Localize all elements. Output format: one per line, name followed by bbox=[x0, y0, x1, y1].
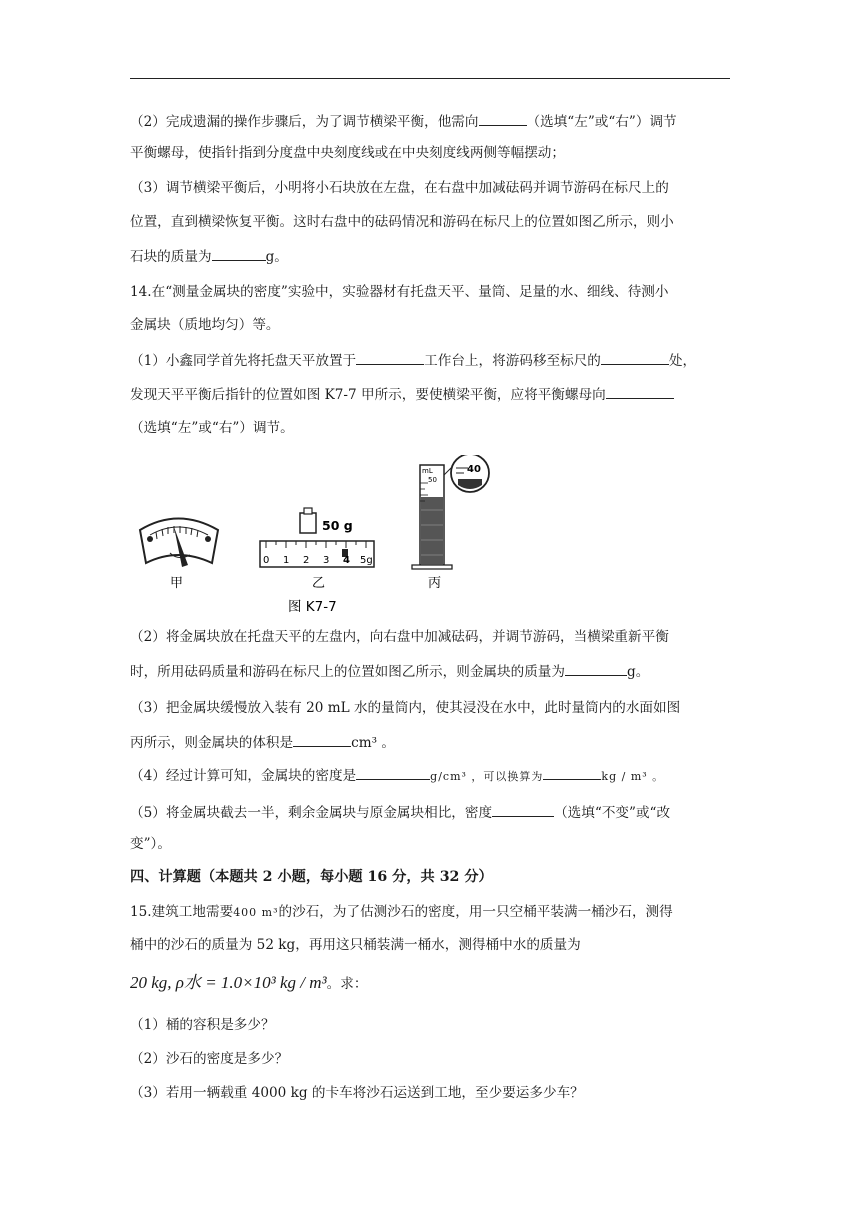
answer-blank[interactable] bbox=[565, 661, 627, 676]
ruler-tick-2: 2 bbox=[303, 555, 310, 566]
answer-blank[interactable] bbox=[356, 350, 424, 365]
q13-part3-line2: 位置，直到横梁恢复平衡。这时右盘中的砝码情况和游码在标尺上的位置如图乙所示，则小 bbox=[130, 214, 674, 230]
section-heading: 四、计算题（本题共 2 小题，每小题 16 分，共 32 分） bbox=[130, 869, 493, 885]
q15-sub3: （3）若用一辆载重 4000 kg 的卡车将沙石运送到工地，至少要运多少车？ bbox=[130, 1085, 584, 1101]
q15-sub2: （2）沙石的密度是多少？ bbox=[130, 1051, 289, 1067]
answer-blank[interactable] bbox=[479, 111, 527, 126]
q15-line1: 15.建筑工地需要400 m³的沙石，为了估测沙石的密度，用一只空桶平装满一桶沙石，测得 bbox=[130, 904, 673, 920]
q14-part4-line: （4）经过计算可知，金属块的密度是 g/cm³ ，可以换算为 kg / m³ 。 bbox=[130, 765, 664, 787]
label-bing: 丙 bbox=[428, 576, 442, 591]
q14-intro-line2: 金属块（质地均匀）等。 bbox=[130, 317, 280, 333]
q14-part3-line1: （3）把金属块缓慢放入装有 20 mL 水的量筒内，使其浸没在水中，此时量筒内的水面如图 bbox=[130, 700, 681, 716]
zoom-mark-40: 40 bbox=[467, 464, 481, 475]
q14-part1-line1: （1）小鑫同学首先将托盘天平放置于 工作台上，将游码移至标尺的 处， bbox=[130, 350, 696, 371]
ruler-slider bbox=[260, 541, 374, 567]
q14-part1-line3: （选填“左”或“右”）调节。 bbox=[130, 420, 294, 436]
label-jia: 甲 bbox=[170, 576, 184, 591]
answer-blank[interactable] bbox=[606, 384, 674, 399]
q14-part5-line2: 变”）。 bbox=[130, 836, 171, 852]
q15-sub1: （1）桶的容积是多少？ bbox=[130, 1017, 275, 1033]
q14-part1-line2: 发现天平平衡后指针的位置如图 K7-7 甲所示，要使横梁平衡，应将平衡螺母向 bbox=[130, 384, 674, 405]
ruler-tick-1: 1 bbox=[283, 555, 290, 566]
header-rule bbox=[130, 78, 730, 79]
q14-part2-line2: 时，所用砝码质量和游码在标尺上的位置如图乙所示，则金属块的质量为 g。 bbox=[130, 661, 649, 682]
q15-line3: 20 kg, ρ水 = 1.0×10³ kg / m³。求： bbox=[130, 973, 368, 992]
q13-part3-line3: 石块的质量为 g。 bbox=[130, 246, 288, 267]
q13-part2-line2: 平衡螺母，使指针指到分度盘中央刻度线或在中央刻度线两侧等幅摆动； bbox=[130, 145, 565, 161]
q13-part3-line1: （3）调节横梁平衡后，小明将小石块放在左盘，在右盘中加减砝码并调节游码在标尺上的 bbox=[130, 180, 669, 196]
weight-50g bbox=[300, 508, 316, 533]
ruler-tick-5g: 5g bbox=[360, 555, 373, 566]
answer-blank[interactable] bbox=[212, 246, 266, 261]
q15-line2: 桶中的沙石的质量为 52 kg，再用这只桶装满一桶水，测得桶中水的质量为 bbox=[130, 937, 581, 953]
balance-dial-jia bbox=[140, 519, 218, 568]
cylinder-mark-50: 50 bbox=[428, 476, 437, 484]
answer-blank[interactable] bbox=[356, 765, 430, 780]
weight-label: 50 g bbox=[322, 518, 353, 533]
ruler-tick-4: 4 bbox=[343, 555, 350, 566]
q14-intro-line1: 14.在“测量金属块的密度”实验中，实验器材有托盘天平、量筒、足量的水、细线、待测小 bbox=[130, 284, 669, 300]
answer-blank[interactable] bbox=[601, 350, 669, 365]
q14-part2-line1: （2）将金属块放在托盘天平的左盘内，向右盘中加减砝码，并调节游码，当横梁重新平衡 bbox=[130, 629, 669, 645]
label-yi: 乙 bbox=[312, 576, 326, 591]
figure-caption: 图 K7-7 bbox=[288, 599, 337, 615]
figure-k7-7 bbox=[130, 455, 730, 620]
answer-blank[interactable] bbox=[492, 802, 554, 817]
answer-blank[interactable] bbox=[543, 765, 601, 780]
ruler-tick-0: 0 bbox=[263, 555, 270, 566]
q14-part5-line1: （5）将金属块截去一半，剩余金属块与原金属块相比，密度 （选填“不变”或“改 bbox=[130, 802, 670, 823]
q14-part3-line2: 丙所示，则金属块的体积是 cm³ 。 bbox=[130, 732, 395, 753]
ruler-tick-3: 3 bbox=[323, 555, 330, 566]
q13-part2-line1: （2）完成遗漏的操作步骤后，为了调节横梁平衡，他需向 （选填“左”或“右”）调节 bbox=[130, 111, 677, 132]
density-formula: 20 kg, ρ水 = 1.0×10³ kg / m³ bbox=[130, 973, 327, 992]
answer-blank[interactable] bbox=[293, 732, 351, 747]
cylinder-unit: mL bbox=[422, 467, 433, 475]
